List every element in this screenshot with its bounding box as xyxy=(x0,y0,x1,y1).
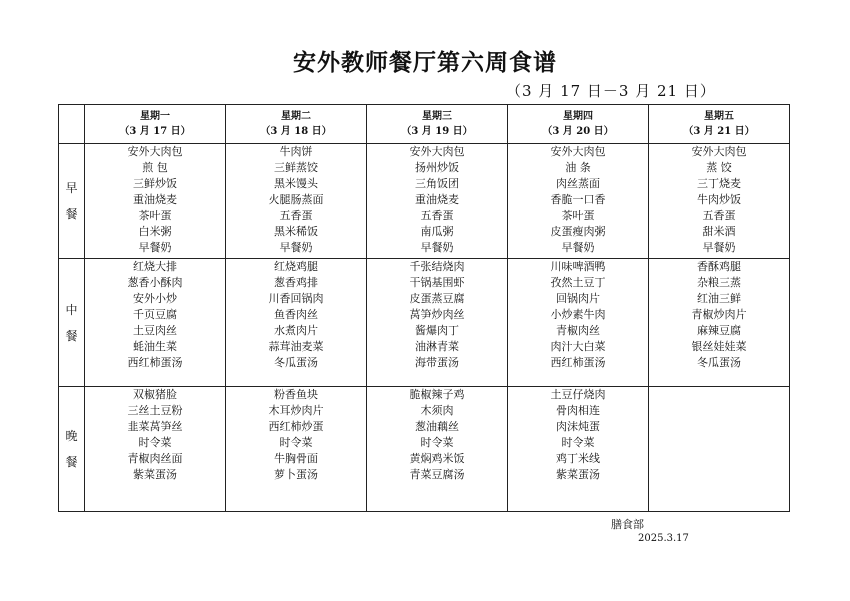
menu-cell xyxy=(649,387,790,512)
dish-item: 韭菜莴笋丝 xyxy=(127,420,183,433)
menu-cell xyxy=(226,387,367,512)
menu-cell xyxy=(367,387,508,512)
menu-cell xyxy=(649,144,790,259)
day-header-fri xyxy=(649,105,790,144)
header-row xyxy=(59,105,790,144)
menu-cell xyxy=(508,144,649,259)
dish-item: 紫菜蛋汤 xyxy=(556,468,600,481)
dish-item: 鱼香肉丝 xyxy=(274,308,318,321)
meal-label xyxy=(59,144,85,259)
dish-item: 黑米稀饭 xyxy=(274,225,318,238)
day-date: （3 月 19 日） xyxy=(401,126,473,137)
dish-item: 煎 包 xyxy=(142,161,168,174)
dish-item: 干锅基围虾 xyxy=(409,276,465,289)
day-header-mon xyxy=(85,105,226,144)
dish-item: 早餐奶 xyxy=(138,241,172,254)
dish-item: 油淋青菜 xyxy=(415,340,459,353)
meal-label-char: 餐 xyxy=(65,328,78,343)
footer-date: 2025.3.17 xyxy=(638,533,689,544)
dish-item: 牛胸骨面 xyxy=(274,452,318,465)
dish-item: 青椒肉丝 xyxy=(556,324,600,337)
dish-item: 青椒炒肉片 xyxy=(691,308,747,321)
day-date: （3 月 21 日） xyxy=(683,126,755,137)
dish-item: 牛肉炒饭 xyxy=(697,193,741,206)
dish-item: 西红柿炒蛋 xyxy=(268,420,324,433)
dish-item: 三丁烧麦 xyxy=(697,177,741,190)
dish-item: 红烧大排 xyxy=(133,260,177,273)
meal-row-dinner xyxy=(59,387,790,512)
dish-item: 茶叶蛋 xyxy=(138,209,172,222)
dish-item: 西红柿蛋汤 xyxy=(127,356,183,369)
day-date: （3 月 18 日） xyxy=(260,126,332,137)
dish-item: 甜米酒 xyxy=(702,225,736,238)
dish-item: 早餐奶 xyxy=(420,241,454,254)
dish-item: 回锅肉片 xyxy=(556,292,600,305)
meal-label xyxy=(59,387,85,512)
dish-item: 时令菜 xyxy=(420,436,454,449)
dish-item: 五香蛋 xyxy=(702,209,736,222)
dish-item: 皮蛋蒸豆腐 xyxy=(409,292,465,305)
dish-item: 千页豆腐 xyxy=(133,308,177,321)
dish-item: 重油烧麦 xyxy=(133,193,177,206)
day-name: 星期五 xyxy=(704,111,734,122)
dish-item: 肉丝蒸面 xyxy=(556,177,600,190)
dish-item: 黑米馒头 xyxy=(274,177,318,190)
dish-item: 安外大肉包 xyxy=(691,145,747,158)
menu-cell xyxy=(85,259,226,387)
dish-item: 冬瓜蛋汤 xyxy=(274,356,318,369)
meal-label-char: 晚 xyxy=(65,429,78,443)
dish-item: 川香回锅肉 xyxy=(268,292,324,305)
meal-label-char: 早 xyxy=(65,181,78,195)
dish-item: 皮蛋瘦肉粥 xyxy=(550,225,606,238)
dish-item: 安外大肉包 xyxy=(550,145,606,158)
dish-item: 脆椒辣子鸡 xyxy=(409,388,465,401)
dish-item: 紫菜蛋汤 xyxy=(133,468,177,481)
dish-item: 肉沫炖蛋 xyxy=(556,420,600,433)
dish-item: 肉汁大白菜 xyxy=(550,340,606,353)
menu-cell xyxy=(85,387,226,512)
dish-item: 早餐奶 xyxy=(279,241,313,254)
dish-item: 蒜茸油麦菜 xyxy=(268,340,324,353)
dish-item: 葱香鸡排 xyxy=(274,276,318,289)
meal-label-char: 餐 xyxy=(65,455,78,469)
date-range: （3 月 17 日－3 月 21 日） xyxy=(506,82,716,100)
menu-cell xyxy=(649,259,790,387)
dish-item: 三角饭团 xyxy=(415,177,459,190)
dish-item: 酱爆肉丁 xyxy=(415,324,459,337)
dish-item: 木须肉 xyxy=(420,404,454,417)
dish-item: 萝卜蛋汤 xyxy=(274,468,318,481)
page-title: 安外教师餐厅第六周食谱 xyxy=(293,49,557,76)
dish-item: 时令菜 xyxy=(561,436,595,449)
corner-cell xyxy=(59,105,85,144)
menu-table xyxy=(58,104,790,512)
dish-item: 蚝油生菜 xyxy=(133,340,177,353)
dish-item: 莴笋炒肉丝 xyxy=(409,308,465,321)
day-name: 星期三 xyxy=(422,111,452,122)
dish-item: 土豆肉丝 xyxy=(133,324,177,337)
dish-item: 白米粥 xyxy=(138,225,172,238)
dish-item: 孜然土豆丁 xyxy=(550,276,606,289)
menu-cell xyxy=(85,144,226,259)
menu-cell xyxy=(367,144,508,259)
dish-item: 时令菜 xyxy=(279,436,313,449)
dish-item: 银丝娃娃菜 xyxy=(691,340,747,353)
meal-row-lunch xyxy=(59,259,790,387)
day-name: 星期一 xyxy=(140,111,170,122)
dish-item: 骨肉相连 xyxy=(556,404,600,417)
meal-label-char: 中 xyxy=(65,302,78,317)
dish-item: 青菜豆腐汤 xyxy=(409,468,465,481)
footer-department: 膳食部 xyxy=(611,518,644,531)
dish-item: 鸡丁米线 xyxy=(556,452,600,465)
dish-item: 香脆一口香 xyxy=(550,193,606,206)
meal-label xyxy=(59,259,85,387)
dish-item: 粉香鱼块 xyxy=(274,388,318,401)
dish-item: 三鲜蒸饺 xyxy=(274,161,318,174)
dish-item: 三鲜炒饭 xyxy=(133,177,177,190)
dish-item: 红烧鸡腿 xyxy=(274,260,318,273)
menu-cell xyxy=(508,387,649,512)
day-header-tue xyxy=(226,105,367,144)
dish-item: 西红柿蛋汤 xyxy=(550,356,606,369)
menu-cell xyxy=(508,259,649,387)
dish-item: 土豆仔烧肉 xyxy=(550,388,606,401)
dish-item: 葱香小酥肉 xyxy=(127,276,183,289)
menu-cell xyxy=(367,259,508,387)
dish-item: 千张结烧肉 xyxy=(409,260,465,273)
day-header-wed xyxy=(367,105,508,144)
dish-item: 早餐奶 xyxy=(561,241,595,254)
dish-item: 双椒猪脸 xyxy=(133,388,177,401)
menu-cell xyxy=(226,144,367,259)
day-date: （3 月 17 日） xyxy=(119,126,191,137)
dish-item: 时令菜 xyxy=(138,436,172,449)
dish-item: 南瓜粥 xyxy=(420,225,454,238)
dish-item: 麻辣豆腐 xyxy=(697,324,741,337)
dish-item: 早餐奶 xyxy=(702,241,736,254)
dish-item: 香酥鸡腿 xyxy=(697,260,741,273)
dish-item: 水煮肉片 xyxy=(274,324,318,337)
dish-item: 红油三鲜 xyxy=(697,292,741,305)
dish-item: 扬州炒饭 xyxy=(415,161,459,174)
dish-item: 黄焖鸡米饭 xyxy=(409,452,465,465)
dish-item: 三丝土豆粉 xyxy=(127,404,183,417)
dish-item: 木耳炒肉片 xyxy=(268,404,324,417)
day-header-thu xyxy=(508,105,649,144)
dish-item: 火腿肠蒸面 xyxy=(268,193,324,206)
dish-item: 五香蛋 xyxy=(279,209,313,222)
dish-item: 杂粮三蒸 xyxy=(697,276,741,289)
dish-item: 茶叶蛋 xyxy=(561,209,595,222)
dish-item: 川味啤酒鸭 xyxy=(550,260,606,273)
meal-label-char: 餐 xyxy=(65,207,78,221)
day-date: （3 月 20 日） xyxy=(542,126,614,137)
menu-cell xyxy=(226,259,367,387)
dish-item: 油 条 xyxy=(565,161,591,174)
day-name: 星期四 xyxy=(563,111,593,122)
dish-item: 牛肉饼 xyxy=(279,145,313,158)
dish-item: 重油烧麦 xyxy=(415,193,459,206)
dish-item: 青椒肉丝面 xyxy=(127,452,183,465)
dish-item: 安外大肉包 xyxy=(127,145,183,158)
dish-item: 蒸 饺 xyxy=(706,161,732,174)
meal-row-breakfast xyxy=(59,144,790,259)
dish-item: 海带蛋汤 xyxy=(415,356,459,369)
dish-item: 安外大肉包 xyxy=(409,145,465,158)
day-name: 星期二 xyxy=(281,111,311,122)
dish-item: 小炒素牛肉 xyxy=(550,308,606,321)
dish-item: 冬瓜蛋汤 xyxy=(697,356,741,369)
dish-item: 安外小炒 xyxy=(133,292,177,305)
dish-item: 五香蛋 xyxy=(420,209,454,222)
dish-item: 葱油藕丝 xyxy=(415,420,459,433)
